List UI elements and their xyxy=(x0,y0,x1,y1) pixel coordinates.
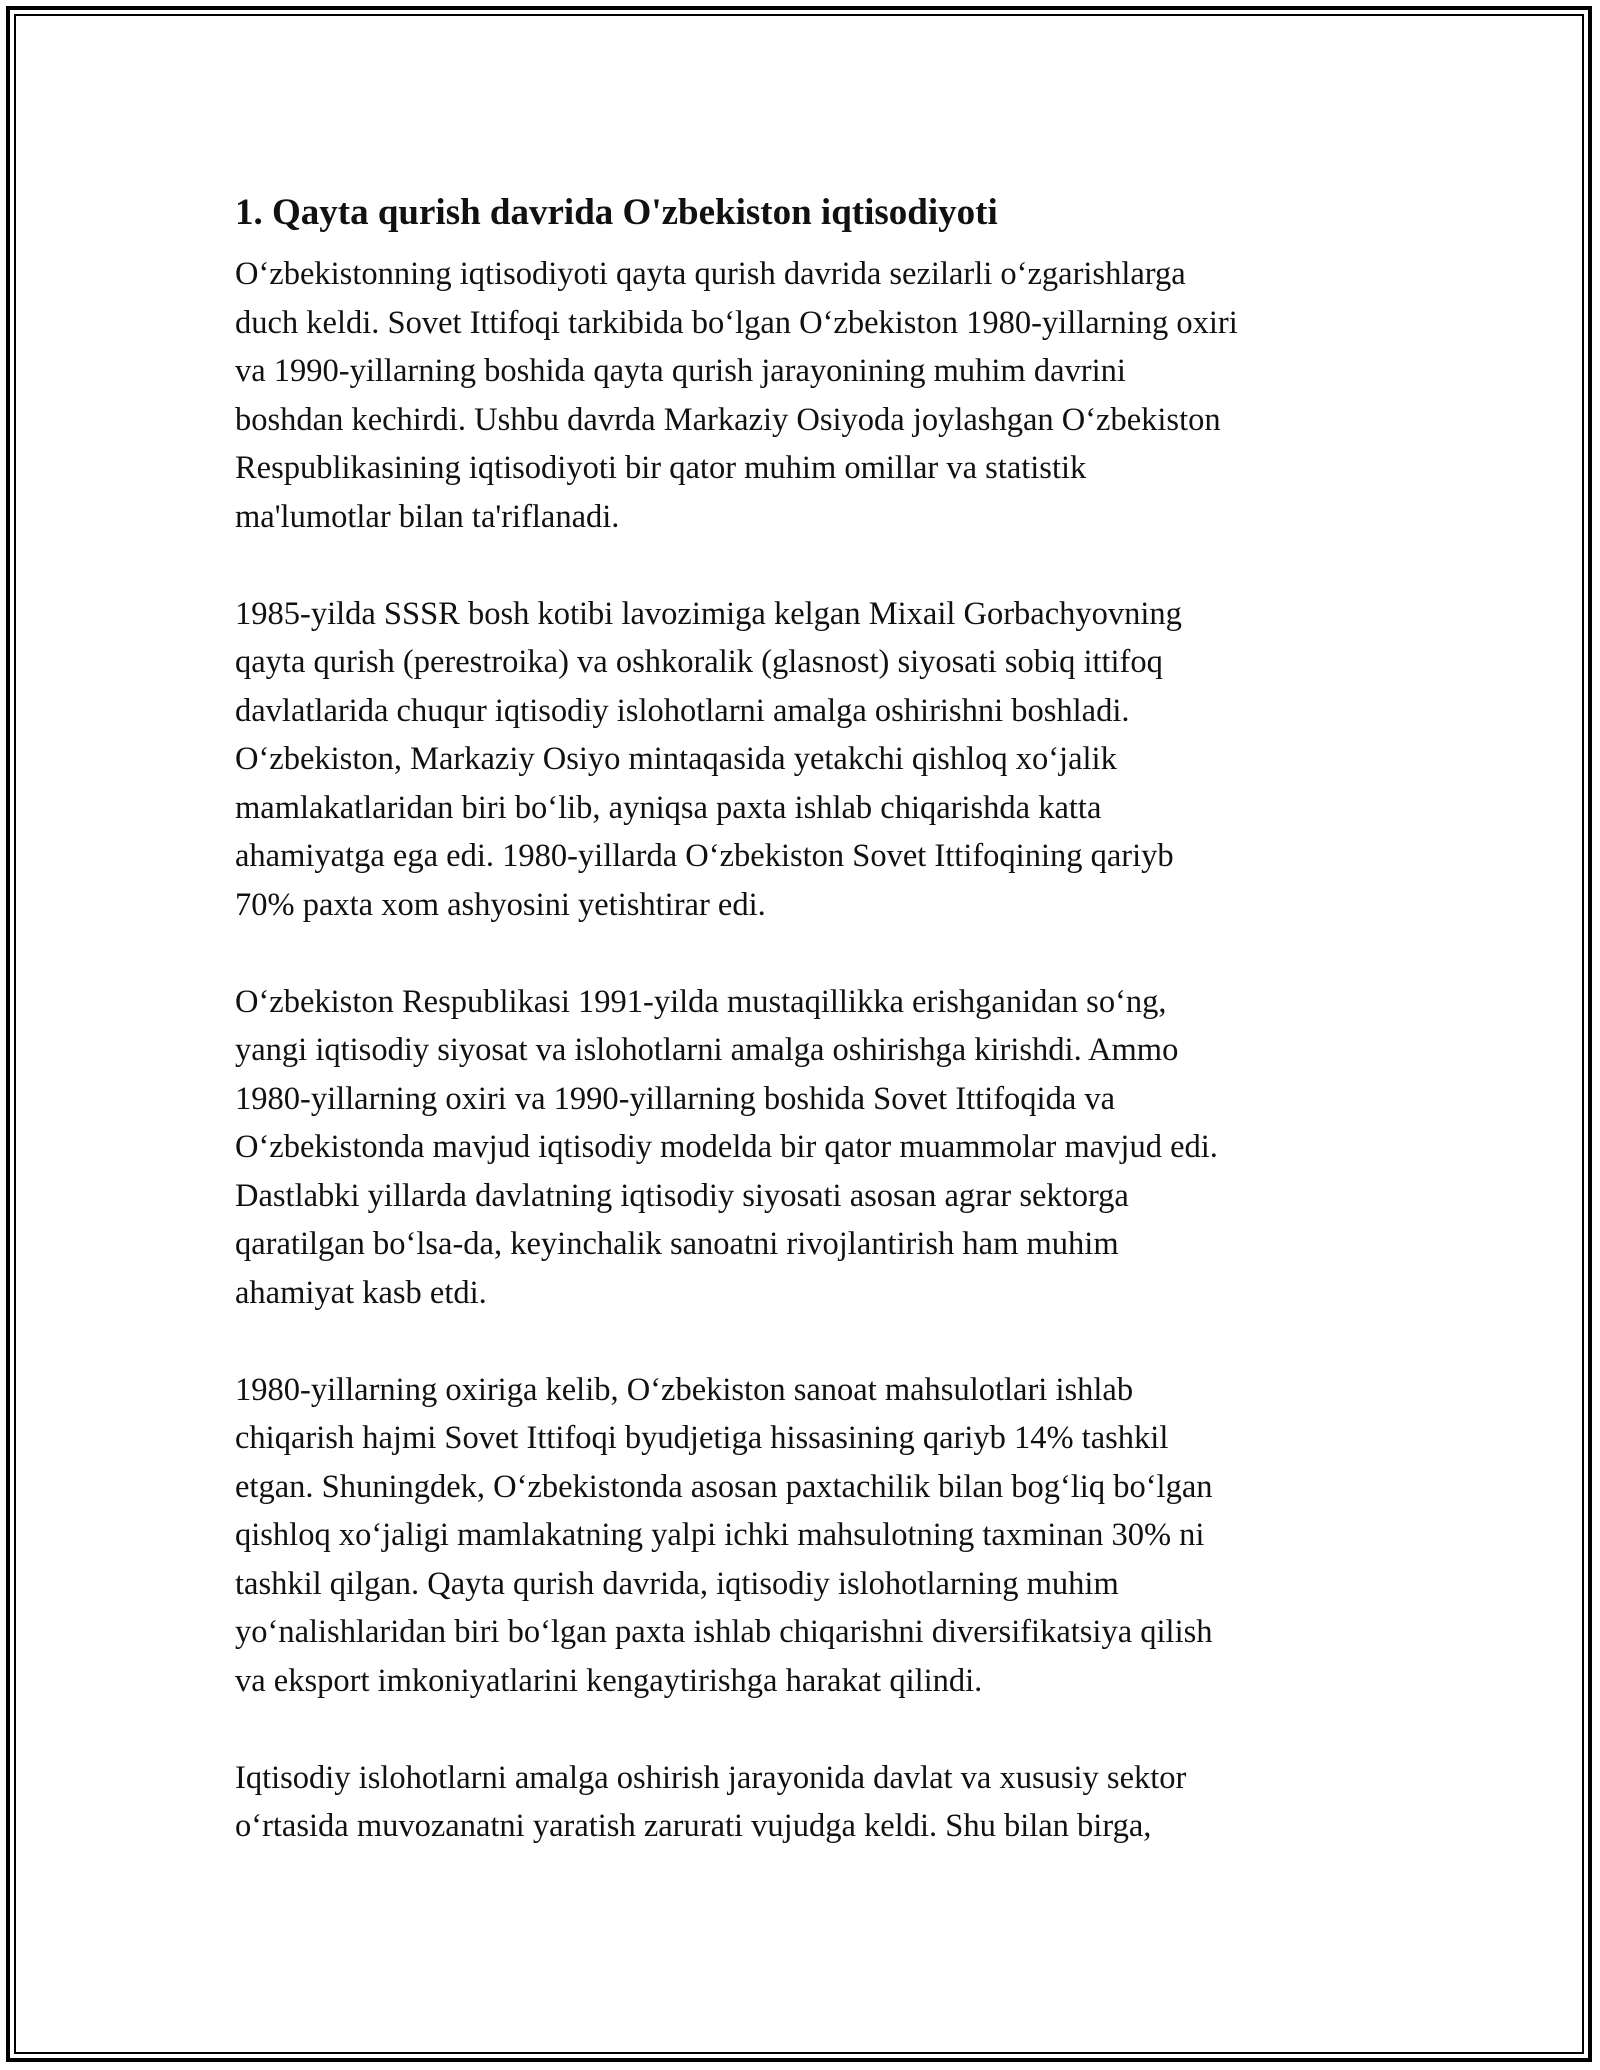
paragraph-1 xyxy=(235,250,1375,541)
paragraph-line: boshdan kechirdi. Ushbu davrda Markaziy Osiyoda joylashgan O‘zbekiston xyxy=(235,401,1221,438)
paragraph-line: 70% paxta xom ashyosini yetishtirar edi. xyxy=(235,886,766,923)
paragraph-line: tashkil qilgan. Qayta qurish davrida, iqtisodiy islohotlarning muhim xyxy=(235,1565,1119,1602)
paragraph-line: Dastlabki yillarda davlatning iqtisodiy siyosati asosan agrar sektorga xyxy=(235,1177,1129,1214)
paragraph-line: 1980-yillarning oxiriga kelib, O‘zbekiston sanoat mahsulotlari ishlab xyxy=(235,1371,1134,1408)
paragraph-line: qayta qurish (perestroika) va oshkoralik (glasnost) siyosati sobiq ittifoq xyxy=(235,644,1163,680)
paragraph-line: etgan. Shuningdek, O‘zbekistonda asosan paxtachilik bilan bog‘liq bo‘lgan xyxy=(235,1468,1213,1505)
paragraph-line: Iqtisodiy islohotlarni amalga oshirish jarayonida davlat va xususiy sektor xyxy=(235,1759,1187,1796)
paragraph-5 xyxy=(235,1754,1375,1851)
document-body xyxy=(235,188,1375,1899)
paragraph-line: O‘zbekistonda mavjud iqtisodiy modelda bir qator muammolar mavjud edi. xyxy=(235,1129,1218,1165)
paragraph-line: mamlakatlaridan biri bo‘lib, ayniqsa paxta ishlab chiqarishda katta xyxy=(235,789,1102,826)
paragraph-line: davlatlarida chuqur iqtisodiy islohotlarni amalga oshirishni boshladi. xyxy=(235,692,1130,729)
paragraph-line: O‘zbekiston, Markaziy Osiyo mintaqasida yetakchi qishloq xo‘jalik xyxy=(235,741,1117,777)
paragraph-line: ahamiyatga ega edi. 1980-yillarda O‘zbekiston Sovet Ittifoqining qariyb xyxy=(235,838,1174,874)
paragraph-line: duch keldi. Sovet Ittifoqi tarkibida bo‘lgan O‘zbekiston 1980-yillarning oxiri xyxy=(235,304,1238,341)
paragraph-line: yangi iqtisodiy siyosat va islohotlarni amalga oshirishga kirishdi. Ammo xyxy=(235,1032,1179,1068)
section-heading: 1. Qayta qurish davrida O'zbekiston iqtisodiyoti xyxy=(235,192,998,233)
paragraph-line: Respublikasining iqtisodiyoti bir qator muhim omillar va statistik xyxy=(235,450,1087,486)
paragraph-line: 1980-yillarning oxiri va 1990-yillarning boshida Sovet Ittifoqida va xyxy=(235,1080,1116,1117)
paragraph-line: O‘zbekiston Respublikasi 1991-yilda mustaqillikka erishganidan so‘ng, xyxy=(235,983,1167,1020)
paragraph-line: va eksport imkoniyatlarini kengaytirishga harakat qilindi. xyxy=(235,1662,983,1699)
paragraph-line: ma'lumotlar bilan ta'riflanadi. xyxy=(235,498,620,535)
paragraph-4 xyxy=(235,1366,1375,1706)
paragraph-2 xyxy=(235,590,1375,930)
paragraph-line: chiqarish hajmi Sovet Ittifoqi byudjetiga hissasining qariyb 14% tashkil xyxy=(235,1420,1169,1456)
paragraph-line: o‘rtasida muvozanatni yaratish zarurati vujudga keldi. Shu bilan birga, xyxy=(235,1808,1152,1844)
paragraph-line: qishloq xo‘jaligi mamlakatning yalpi ichki mahsulotning taxminan 30% ni xyxy=(235,1517,1205,1553)
paragraph-line: va 1990-yillarning boshida qayta qurish jarayonining muhim davrini xyxy=(235,353,1126,389)
paragraph-line: yo‘nalishlaridan biri bo‘lgan paxta ishlab chiqarishni diversifikatsiya qilish xyxy=(235,1614,1213,1650)
paragraph-3 xyxy=(235,978,1375,1318)
paragraph-line: 1985-yilda SSSR bosh kotibi lavozimiga kelgan Mixail Gorbachyovning xyxy=(235,595,1182,632)
paragraph-line: ahamiyat kasb etdi. xyxy=(235,1274,487,1311)
paragraph-line: qaratilgan bo‘lsa-da, keyinchalik sanoatni rivojlantirish ham muhim xyxy=(235,1226,1119,1262)
paragraph-line: O‘zbekistonning iqtisodiyoti qayta qurish davrida sezilarli o‘zgarishlarga xyxy=(235,256,1186,292)
